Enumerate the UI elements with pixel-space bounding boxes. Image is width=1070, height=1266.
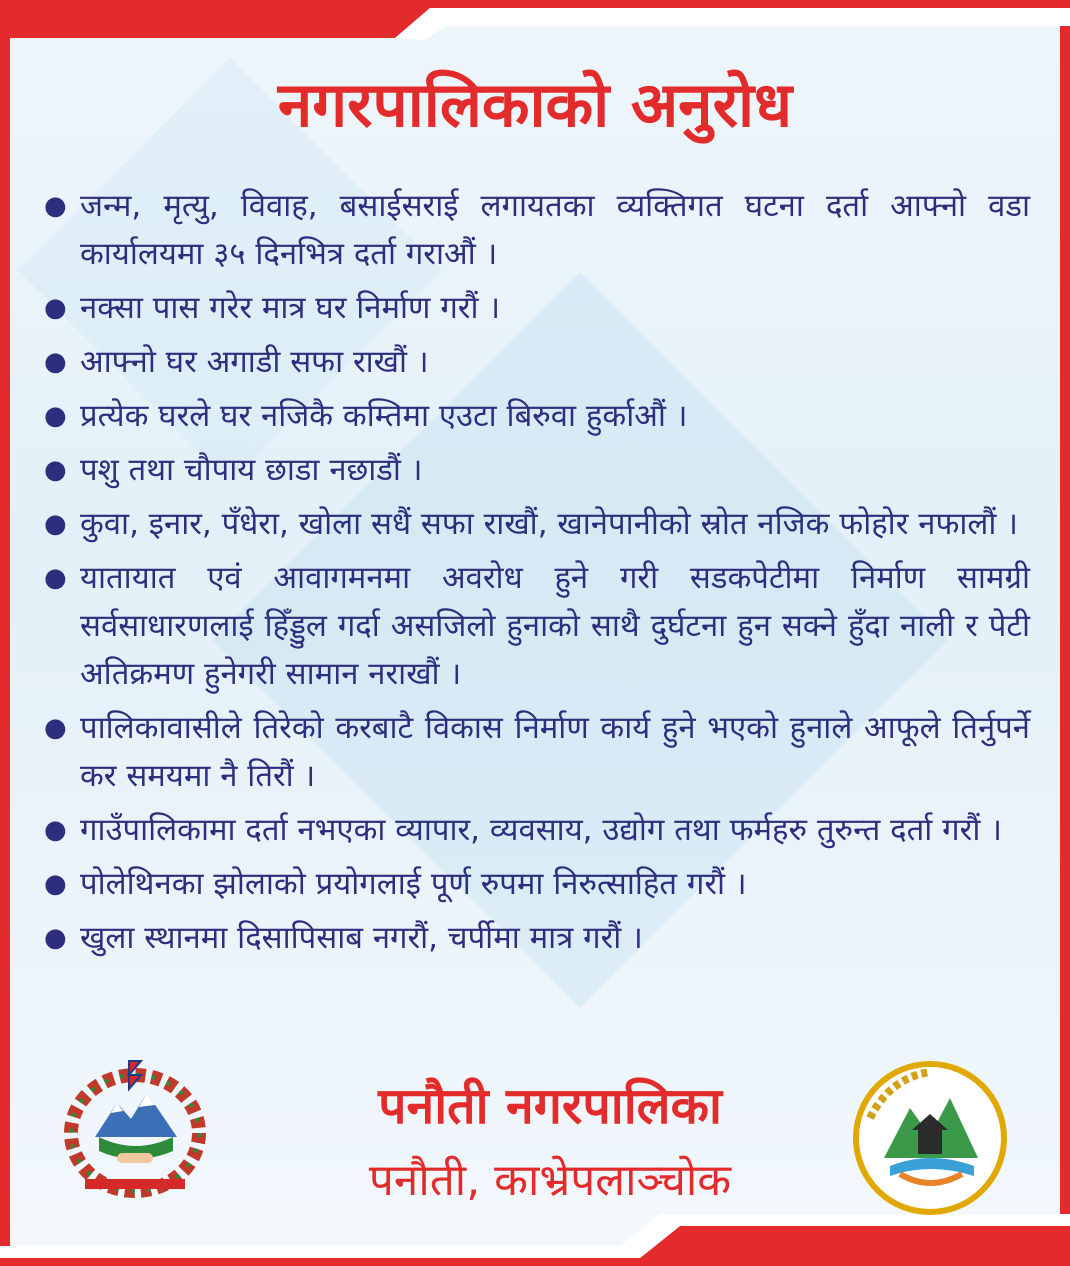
bullet-icon: ● xyxy=(44,509,67,539)
list-item-text: यातायात एवं आवागमनमा अवरोध हुने गरी सडकपेटीमा निर्माण सामग्री सर्वसाधारणलाई हिँड्डुल गर्दा असजिलो हुनाको साथै दुर्घटना हुन सक्ने हुँदा नाली र पेटी अतिक्रमण हुनेगरी सामान नराखौं । xyxy=(80,560,1030,692)
list-item-text: आफ्नो घर अगाडी सफा राखौं । xyxy=(80,344,429,380)
right-border xyxy=(1060,0,1070,1266)
list-item xyxy=(40,284,1030,332)
bullet-icon: ● xyxy=(44,191,67,221)
list-item xyxy=(40,446,1030,494)
list-item xyxy=(40,860,1030,908)
left-border xyxy=(0,0,10,1266)
list-item xyxy=(40,182,1030,278)
bullet-icon: ● xyxy=(44,713,67,743)
list-item-text: कुवा, इनार, पँधेरा, खोला सधैं सफा राखौं, खानेपानीको स्रोत नजिक फोहोर नफालौं । xyxy=(80,506,1019,542)
list-item-text: पालिकावासीले तिरेको करबाटै विकास निर्माण कार्य हुने भएको हुनाले आफूले तिर्नुपर्ने कर समयमा नै तिरौं । xyxy=(80,710,1030,794)
list-item xyxy=(40,806,1030,854)
list-item xyxy=(40,554,1030,698)
list-item-text: पोलेथिनका झोलाको प्रयोगलाई पूर्ण रुपमा निरुत्साहित गरौं । xyxy=(80,866,747,902)
list-item xyxy=(40,500,1030,548)
municipality-name: पनौती नगरपालिका xyxy=(378,1077,722,1135)
list-item-text: नक्सा पास गरेर मात्र घर निर्माण गरौं । xyxy=(80,290,501,326)
list-item-text: जन्म, मृत्यु, विवाह, बसाईसराई लगायतका व्यक्तिगत घटना दर्ता आफ्नो वडा कार्यालयमा ३५ दिनभित्र दर्ता गराऔं । xyxy=(80,188,1030,272)
list-item-text: प्रत्येक घरले घर नजिकै कम्तिमा एउटा बिरुवा हुर्काऔं । xyxy=(80,398,688,434)
bullet-icon: ● xyxy=(44,869,67,899)
bullet-icon: ● xyxy=(44,455,67,485)
notice-list xyxy=(40,182,1030,968)
municipality-location: पनौती, काभ्रेपलाञ्चोक xyxy=(368,1155,732,1206)
bullet-icon: ● xyxy=(44,401,67,431)
list-item xyxy=(40,914,1030,962)
bullet-icon: ● xyxy=(44,293,67,323)
bullet-icon: ● xyxy=(44,563,67,593)
list-item-text: पशु तथा चौपाय छाडा नछाडौं । xyxy=(80,452,423,488)
list-item-text: गाउँपालिकामा दर्ता नभएका व्यापार, व्यवसाय, उद्योग तथा फर्महरु तुरुन्त दर्ता गरौं । xyxy=(80,812,1002,848)
notice-title: नगरपालिकाको अनुरोध xyxy=(277,68,793,141)
list-item xyxy=(40,338,1030,386)
list-item-text: खुला स्थानमा दिसापिसाब नगरौं, चर्पीमा मात्र गरौं । xyxy=(80,920,643,956)
bullet-icon: ● xyxy=(44,923,67,953)
bullet-icon: ● xyxy=(44,815,67,845)
list-item xyxy=(40,392,1030,440)
nepal-government-emblem-icon xyxy=(55,1055,215,1205)
bullet-icon: ● xyxy=(44,347,67,377)
list-item xyxy=(40,704,1030,800)
panauti-municipality-logo-icon xyxy=(850,1058,1010,1218)
